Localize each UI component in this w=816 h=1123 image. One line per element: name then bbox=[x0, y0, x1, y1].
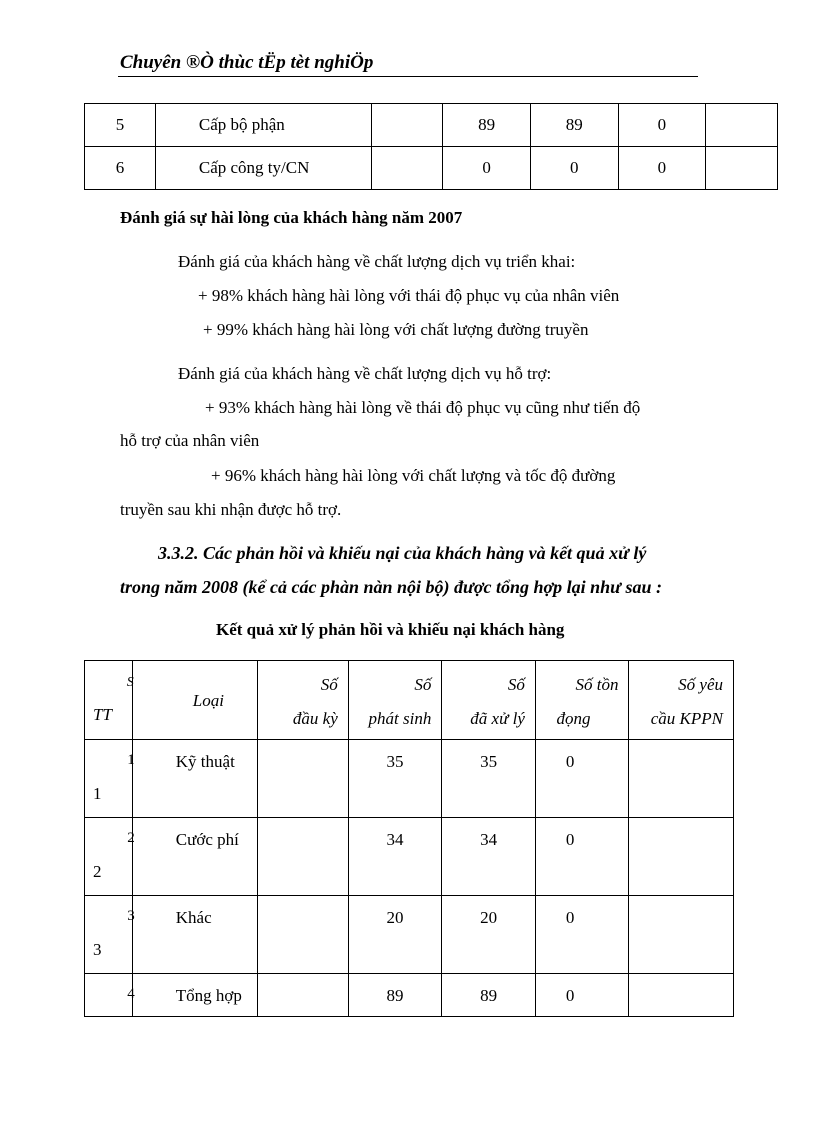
cell-tt-cut: 3 bbox=[127, 908, 135, 924]
cell-value: 0 bbox=[618, 147, 706, 190]
cell-value: 0 bbox=[530, 147, 618, 190]
cell-arising-text: 89 bbox=[386, 986, 404, 1005]
cell-tt bbox=[85, 896, 133, 974]
cell-arising bbox=[348, 740, 442, 818]
cell-processed-text: 34 bbox=[480, 830, 498, 849]
cell-type bbox=[132, 740, 257, 818]
cell-value: 0 bbox=[443, 147, 531, 190]
cell-tt bbox=[85, 818, 133, 896]
paragraph-service-deployment: Đánh giá của khách hàng về chất lượng dịch vụ triển khai: bbox=[178, 252, 576, 271]
header-tt-cut: S bbox=[126, 675, 134, 690]
top-summary-table bbox=[84, 103, 778, 190]
header-processed bbox=[442, 661, 536, 740]
table-row bbox=[85, 147, 778, 190]
header-processed-l1: Số bbox=[507, 675, 525, 694]
header-tt bbox=[85, 661, 133, 740]
section-heading-line1: 3.3.2. Các phản hồi và khiếu nại của khách hàng và kết quả xử lý bbox=[158, 543, 647, 563]
bullet-96-line2: truyền sau khi nhận được hỗ trợ. bbox=[120, 500, 342, 519]
cell-arising-text: 34 bbox=[386, 830, 404, 849]
table-row bbox=[85, 818, 734, 896]
table-title: Kết quả xử lý phản hồi và khiếu nại khách hàng bbox=[216, 620, 565, 639]
cell-pending bbox=[535, 818, 629, 896]
cell-pending-text: 0 bbox=[565, 752, 575, 771]
header-kppn bbox=[629, 661, 734, 740]
cell-value: 0 bbox=[618, 104, 706, 147]
section-heading-line2: trong năm 2008 (kể cả các phàn nàn nội bộ) được tổng hợp lại như sau : bbox=[120, 577, 662, 597]
header-opening-l2: đầu kỳ bbox=[292, 709, 338, 728]
cell-type bbox=[132, 818, 257, 896]
header-pending-l1: Số tồn bbox=[575, 675, 619, 694]
cell-type-text: Cước phí bbox=[175, 830, 239, 849]
cell-tt bbox=[85, 740, 133, 818]
cell-processed bbox=[442, 818, 536, 896]
cell-tt-value: 1 bbox=[93, 784, 102, 803]
cell-value: 89 bbox=[443, 104, 531, 147]
cell-type bbox=[132, 974, 257, 1017]
bullet-98: + 98% khách hàng hài lòng với thái độ phục vụ của nhân viên bbox=[198, 286, 620, 305]
cell-empty bbox=[706, 104, 778, 147]
header-arising-l2: phát sinh bbox=[368, 709, 432, 728]
cell-processed bbox=[442, 974, 536, 1017]
header-pending bbox=[535, 661, 629, 740]
cell-arising bbox=[348, 974, 442, 1017]
header-kppn-l2: cầu KPPN bbox=[650, 709, 723, 728]
cell-arising bbox=[348, 896, 442, 974]
table-row bbox=[85, 104, 778, 147]
header-type-label: Loại bbox=[192, 691, 224, 710]
cell-pending bbox=[535, 896, 629, 974]
cell-opening bbox=[258, 974, 349, 1017]
result-table bbox=[84, 660, 734, 1017]
paragraph-support-service: Đánh giá của khách hàng về chất lượng dịch vụ hỗ trợ: bbox=[178, 364, 552, 383]
header-arising bbox=[348, 661, 442, 740]
bullet-96-line1: + 96% khách hàng hài lòng với chất lượng và tốc độ đường bbox=[211, 466, 616, 485]
cell-type-text: Tổng hợp bbox=[175, 986, 242, 1005]
bullet-93-line2: hỗ trợ của nhân viên bbox=[120, 431, 260, 450]
cell-empty bbox=[706, 147, 778, 190]
cell-tt: 6 bbox=[85, 147, 156, 190]
cell-pending bbox=[535, 740, 629, 818]
cell-kppn bbox=[629, 896, 734, 974]
cell-tt bbox=[85, 974, 133, 1017]
cell-pending bbox=[535, 974, 629, 1017]
header-processed-l2: đã xử lý bbox=[470, 709, 525, 728]
cell-empty bbox=[371, 104, 443, 147]
cell-tt: 5 bbox=[85, 104, 156, 147]
header-type bbox=[132, 661, 257, 740]
cell-processed-text: 89 bbox=[480, 986, 498, 1005]
header-pending-l2: đọng bbox=[556, 709, 591, 728]
cell-empty bbox=[371, 147, 443, 190]
cell-tt-cut: 1 bbox=[127, 752, 135, 768]
cell-type-text: Khác bbox=[175, 908, 212, 927]
table-row bbox=[85, 740, 734, 818]
cell-value: 89 bbox=[530, 104, 618, 147]
table-row bbox=[85, 974, 734, 1017]
cell-pending-text: 0 bbox=[565, 908, 575, 927]
cell-tt-cut: 2 bbox=[127, 830, 135, 846]
cell-tt-value: 3 bbox=[93, 940, 102, 959]
cell-type bbox=[132, 896, 257, 974]
header-tt-label: TT bbox=[93, 705, 112, 724]
cell-type-text: Kỹ thuật bbox=[175, 752, 235, 771]
cell-processed-text: 35 bbox=[480, 752, 498, 771]
cell-processed bbox=[442, 740, 536, 818]
cell-arising bbox=[348, 818, 442, 896]
cell-opening bbox=[258, 896, 349, 974]
cell-name: Cấp công ty/CN bbox=[155, 147, 371, 190]
header-opening-l1: Số bbox=[320, 675, 338, 694]
header-opening bbox=[258, 661, 349, 740]
cell-pending-text: 0 bbox=[565, 986, 575, 1005]
cell-processed bbox=[442, 896, 536, 974]
cell-tt-value: 2 bbox=[93, 862, 102, 881]
cell-pending-text: 0 bbox=[565, 830, 575, 849]
cell-processed-text: 20 bbox=[480, 908, 498, 927]
header-arising-l1: Số bbox=[414, 675, 432, 694]
cell-tt-cut: 4 bbox=[127, 986, 135, 1002]
table-header-row bbox=[85, 661, 734, 740]
cell-kppn bbox=[629, 740, 734, 818]
cell-kppn bbox=[629, 818, 734, 896]
header-kppn-l1: Số yêu bbox=[678, 675, 723, 694]
bullet-93-line1: + 93% khách hàng hài lòng về thái độ phục vụ cũng như tiến độ bbox=[205, 398, 641, 417]
cell-opening bbox=[258, 818, 349, 896]
table-row bbox=[85, 896, 734, 974]
cell-arising-text: 35 bbox=[386, 752, 404, 771]
header-divider bbox=[118, 76, 698, 77]
cell-arising-text: 20 bbox=[386, 908, 404, 927]
cell-name: Cấp bộ phận bbox=[155, 104, 371, 147]
page-header-title: Chuyên ®Ò thùc tËp tèt nghiÖp bbox=[120, 52, 374, 73]
cell-kppn bbox=[629, 974, 734, 1017]
cell-opening bbox=[258, 740, 349, 818]
bullet-99: + 99% khách hàng hài lòng với chất lượng đường truyền bbox=[203, 320, 589, 339]
heading-2007: Đánh giá sự hài lòng của khách hàng năm 2007 bbox=[120, 208, 463, 227]
